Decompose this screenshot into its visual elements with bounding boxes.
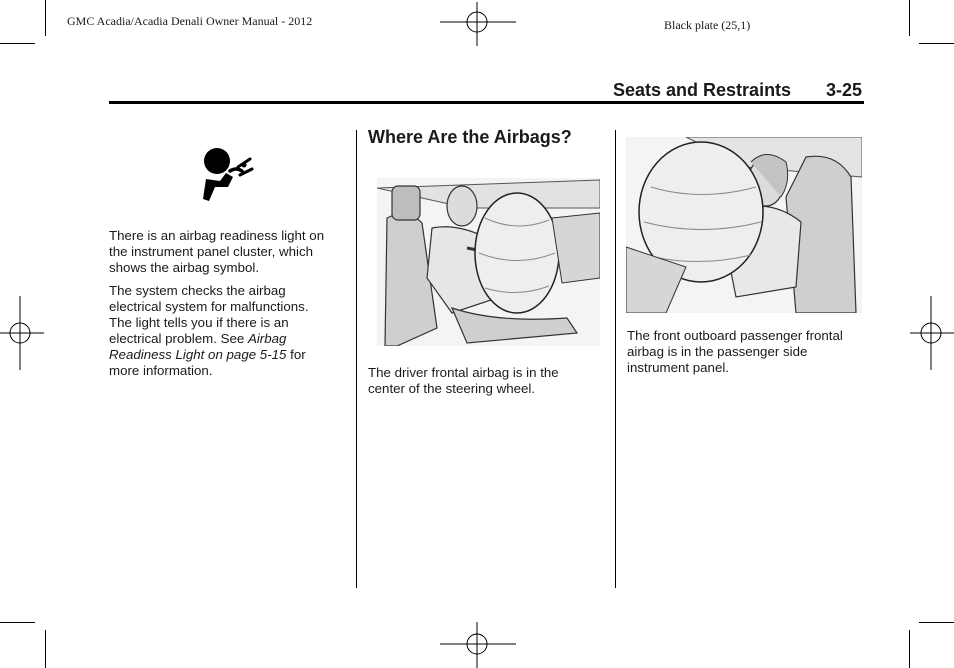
print-header-title: GMC Acadia/Acadia Denali Owner Manual - 2012 [67,14,313,28]
registration-mark-right-icon [910,296,954,370]
passenger-airbag-caption: The front outboard passenger frontal airbag is in the passenger side instrument panel. [627,328,843,375]
readiness-light-paragraph: There is an airbag readiness light on the instrument panel cluster, which shows the airbag symbol. [109,228,325,275]
para-line: electrical system for malfunctions. [109,299,309,314]
cross-reference-link[interactable]: Readiness Light on page 5-15 [109,347,287,362]
para-line: The system checks the airbag [109,283,286,298]
header-rule [109,101,864,104]
system-check-paragraph [109,283,339,379]
registration-mark-bottom-icon [440,622,516,668]
passenger-airbag-illustration [626,137,862,313]
cross-reference-link[interactable]: Airbag [247,331,287,346]
para-line: Readiness Light on page 5-15 for [109,347,306,362]
section-heading: Where Are the Airbags? [368,127,572,147]
airbag-readiness-symbol-icon [200,145,256,203]
column-divider [356,130,357,588]
para-line: more information. [109,363,213,378]
driver-airbag-illustration [377,178,600,346]
registration-mark-top-icon [440,2,516,46]
registration-mark-left-icon [0,296,44,370]
driver-airbag-caption: The driver frontal airbag is in the center of the steering wheel. [368,365,559,396]
para-line: The light tells you if there is an [109,315,289,330]
page-number: 3-25 [826,80,863,100]
para-line: electrical problem. See Airbag [109,331,287,346]
section-title: Seats and Restraints [613,80,792,100]
print-header-plate: Black plate (25,1) [664,18,751,32]
column-divider [615,130,616,588]
